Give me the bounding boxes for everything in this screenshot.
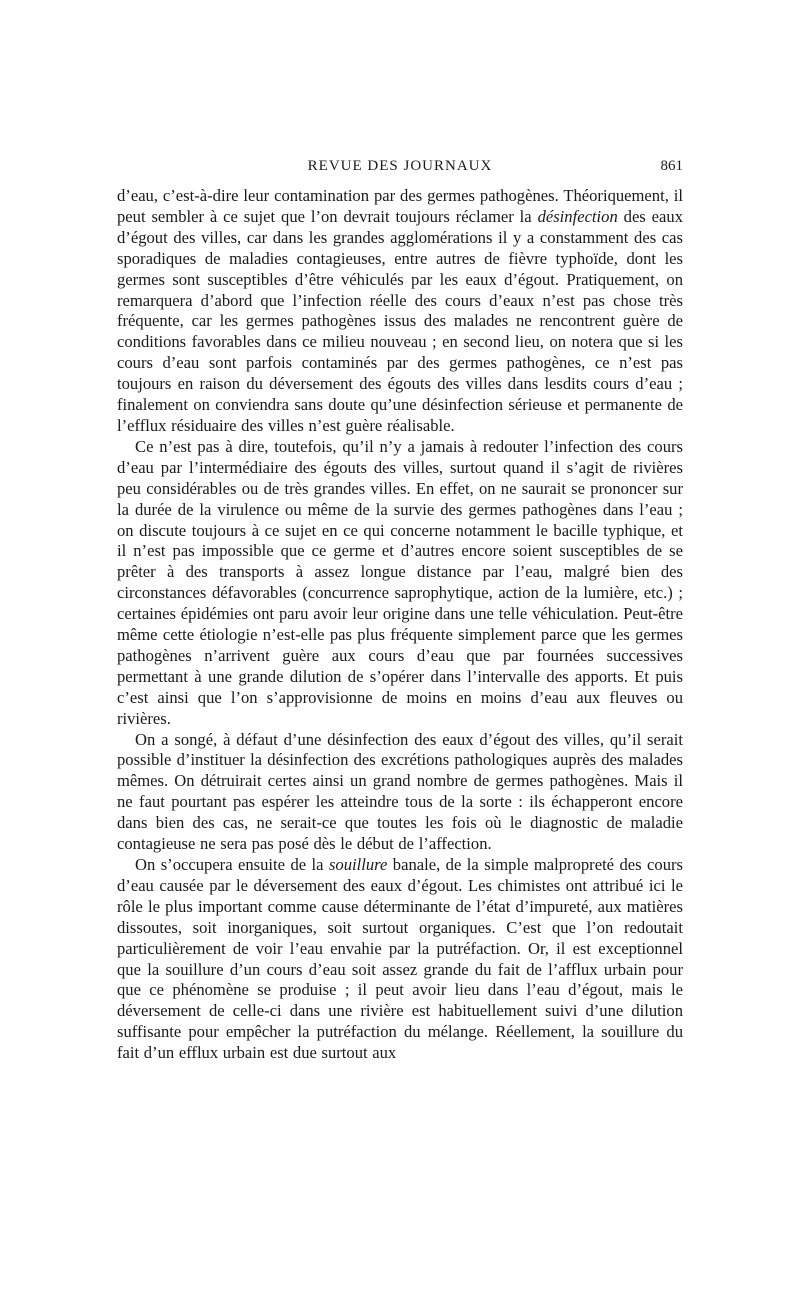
body-text bbox=[117, 186, 683, 1064]
page-number: 861 bbox=[660, 158, 683, 174]
paragraph-text: banale, de la simple malpropreté des cours d’eau causée par le déversement des eaux d’égout. Les chimistes ont attribué ici le rôle le plus important comme cause déterminante de l’état d’impureté, aux matières dissoutes, soit inorganiques, soit surtout organiques. C’est que l’on redoutait particulièrement de voir l’eau envahie par la putréfaction. Or, il est exceptionnel que la souillure d’un cours d’eau soit assez grande du fait de l’afflux urbain pour que ce phénomène se produise ; il peut avoir lieu dans l’eau d’égout, mais le déversement de celle-ci dans une rivière est habituellement suivi d’une dilution suffisante pour empêcher la putréfaction du mélange. Réellement, la souillure du fait d’un efflux urbain est due surtout aux bbox=[117, 855, 683, 1063]
paragraph-text: Ce n’est pas à dire, toutefois, qu’il n’y a jamais à redouter l’infection des cours d’eau par l’intermédiaire des égouts des villes, surtout quand il s’agit de rivières peu considérables ou de très grandes villes. En effet, on ne saurait se prononcer sur la durée de la virulence ou même de la survie des germes pathogènes dans l’eau ; on discute toujours à ce sujet en ce qui concerne notamment le bacille typhique, et il n’est pas impossible que ce germe et d’autres encore soient susceptibles de se prêter à des transports à assez longue distance par l’eau, malgré bien des circonstances défavorables (concurrence saprophytique, action de la lumière, etc.) ; certaines épidémies ont paru avoir leur origine dans une telle véhiculation. Peut-être même cette étiologie n’est-elle pas plus fréquente simplement parce que les germes pathogènes n’arrivent guère aux cours d’eau que par fournées successives permettant à une grande dilution de s’opérer dans l’intervalle des apports. Et puis c’est ainsi que l’on s’approvisionne de moins en moins d’eau aux fleuves ou rivières. bbox=[117, 436, 683, 728]
paragraph bbox=[117, 855, 683, 1064]
emphasized-term: souillure bbox=[328, 855, 388, 874]
journal-section-title: REVUE DES JOURNAUX bbox=[307, 158, 493, 174]
paragraph-text: d’eau, c’est-à-dire leur contamination par des germes pathogènes. Théoriquement, il peut sembler à ce sujet que l’on devrait toujours réclamer la bbox=[117, 186, 683, 226]
paragraph-text: On s’occupera ensuite de la bbox=[135, 855, 329, 874]
running-header bbox=[117, 158, 683, 182]
paragraph-text: On a songé, à défaut d’une désinfection des eaux d’égout des villes, qu’il serait possible d’instituer la désinfection des excrétions pathologiques auprès des malades mêmes. On détruirait certes ainsi un grand nombre de germes pathogènes. Mais il ne faut pourtant pas espérer les atteindre tous de la sorte : ils échapperont encore dans bien des cas, ne serait-ce que toutes les fois où le diagnostic de maladie contagieuse ne sera pas posé dès le début de l’affection. bbox=[117, 729, 683, 854]
paragraph bbox=[117, 437, 683, 730]
emphasized-term: désinfection bbox=[537, 206, 618, 226]
paragraph-text: des eaux d’égout des villes, car dans les grandes agglomérations il y a constamment des cas sporadiques de maladies contagieuses, entre autres de fièvre typhoïde, dont les germes sont susceptibles d’être véhiculés par les eaux d’égout. Pratiquement, on remarquera d’abord que l’infection réelle des cours d’eaux n’est pas chose très fréquente, car les germes pathogènes issus des malades ne rencontrent guère de conditions favorables dans ce milieu nouveau ; en second lieu, on notera que si les cours d’eau sont parfois contaminés par des germes pathogènes, ce n’est pas toujours en raison du déversement des égouts des villes dans lesdits cours d’eau ; finalement on conviendra sans doute qu’une désinfection sérieuse et permanente de l’efflux résiduaire des villes n’est guère réalisable. bbox=[117, 206, 683, 435]
paragraph bbox=[117, 186, 683, 437]
paragraph bbox=[117, 730, 683, 855]
document-page bbox=[117, 158, 683, 1064]
